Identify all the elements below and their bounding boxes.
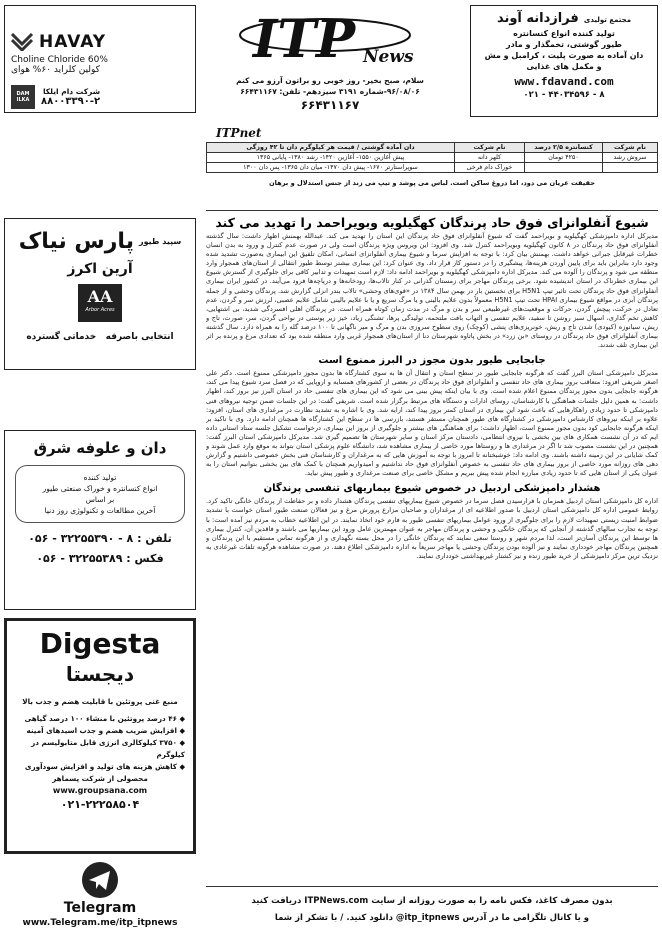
arbor-acres-logo (78, 284, 122, 322)
havay-phone: ۸۸۰۰۳۳۹۰-۲ (41, 96, 101, 107)
digesta-brand-fa: دیجستا (65, 662, 135, 686)
fdavand-website[interactable]: www.fdavand.com (514, 75, 614, 88)
digesta-bullet-text: ۴۶ درصد پروتئین با منشاء ۱۰۰ درصد گیاهی (24, 714, 177, 723)
article-title: جابجایی طیور بدون مجوز در البرز ممنوع است (318, 355, 546, 367)
article-body: مدیرکل دامپزشکی استان البرز گفت که هرگونه جابجایی طیور در سطح استان و انتقال آن ها به سوی کشتارگاه ها بدون مجوز دامپزشکی ممنوع است. دکتر علی اصغر شریفی افزود: متعاقب بروز بیماری های حاد تنفسی و آنفلوانزای فوق حاد پرندگان در بعضی از کشورهای همسایه و اروپایی که در فصل سرد شیوع پیدا می کند، هرگونه جابجایی بدون مجوز پرندگان ممنوع اعلام شده است. وی با بیان اینکه پیش بینی می شود که این بیماری های تنفسی حاد در استان البرز نیز بروز کند، اظهار داشت: به همین دلیل جلسات هماهنگی با کارشناسان، روسای ادارات و دستگاه های مرتبط برگزار شده است. شریفی گفت: در این جلسات ضمن توجیه نیروهای فنی دامپزشکی تا حدود زیادی راهکارهایی که باعث شود این بیماری در استان کمتر بروز پیدا کند، ارایه شد. وی با اشاره به تشدید نظارت در مرغداری های استان، افزود: علاوه بر اینکه نیروهای کارشناس دامپزشکی در کشتارگاه های طیور همچنان مستقر هستند، بازرسی ها در سطح این کشتارگاه ها همچنان ادامه دارد. وی با تاکید بر اینکه هرگونه جابجایی کود بدون مجوز ممنوع است، اظهار داشت: برای هماهنگی های بیشتر و جلوگیری از بروز این بیماری، درخواست تشکیل جلسه ستاد استانی داده ایم که در آن نشست همکاری های بین بخشی با نیروی انتظامی، دادستان مرکز استان و سایر شهرستان ها تصمیم گیری شد. مدیرکل دامپزشکی استان البرز گفت: همچنین در این نشست مصوب شد تا اگر در مرغداری ها و روستاها مورد خاصی از بیماری مشاهده شد، دانشگاه علوم پزشکی استان بتواند به موقع وارد عمل شوند و کمک شایانی در این زمینه داشته باشند. وی ادامه داد: خوشبختانه تا امروز با توجه به آموزش هایی که به مرغداران و کارشناسان فنی بخش خصوصی داشتیم و گزارش دهی های روزانه مورد خاصی از بروز بیماری های حاد تنفسی به خصوص آنفلوانزای فوق حاد نداشتیم و امیدواریم همچنان با کمک های بین بخشی بتوانیم استان را به عنوان یکی از استان هایی که تا حدود زیادی مبارزه انجام شده پیش ببریم و مشکل خاصی برای صنعت مرغداری و طیور پیش نیاید. (206, 369, 658, 478)
footer (206, 880, 658, 942)
pars-brand: پارس نیاک (18, 229, 134, 254)
price-col-header: نام شرکت (455, 143, 525, 153)
digesta-bullet-text: افزایش ضریب هضم و جذب اسیدهای آمینه (26, 726, 177, 735)
havay-product-fa: کولین کلراید ۶۰% هوای (11, 65, 100, 75)
digesta-brand-en: Digesta (39, 627, 161, 660)
sharq-body1: تولید کننده (83, 473, 117, 482)
article-body: مدیرکل اداره دامپزشکی کهگیلویه و بویراحمد گفت که شیوع آنفلوانزای فوق حاد پرندگان این استان را تهدید می کند. عبدالله بهمنش اظهار داشت: سال گذشته آنفلوانزای فوق حاد پرندگان در ۸ کانون کهگیلویه وبویراحمد کنترل شد. وی افزود: این ویروس ویژه پرندگان است ولی در صورت عدم کنترل و ورود به بدن انسان خطرات غیرقابل جبرانی خواهد داشت. بهمنش بیان کرد: با توجه به افزایش سرما و شیوع بیماری آنفلوانزای انسانی، امکان تلفیق این ابیماری به‌صورت تشدید شده وجود دارد بنابراین باید برای پایین آوردن هزینه‌ها، پیشگیری را در دستور کار قرار داد. وی عنوان کرد: این بیماری بیشتر توسط طیور انتقالی از استان‌های همجوار وارد منطقه می شود و پرندگان را آلوده می کند. مدیرکل اداره دامپزشکی کهگیلویه و بویراحمد ادامه داد: لازم است تمهیدات و تدابیر کافی برای جلوگیری از گسترش شیوع این بیماری خطرناک در استان اندیشیده شود. برخی پرندگان مهاجر برای زمستان گذرانی در کنار تالاب‌ها، رودخانه‌ها و دریاچه‌ها فرود می‌آیند. در کشور ایران بیماری آنفلوانزای فوق حاد پرندگان تحت تاثیر تیپ H5N1 برای نخستین بار در بهمن سال ۱۳۸۴ در «قوی‌های وحشی» تالاب بندر انزلی گزارش شد. پرندگان وحشی و از جمله پرندگان آبزی در مواقع شیوع بیماری HPAI تحت تیپ H5N1 معمولاً بدون علایم بالینی و یا مرگ سریع و یا با علایم بالینی شامل علایم عصبی، لرزش سر و گردن، عدم تعادل در حرکت، پیچش گردن، حرکات و موقعیت‌های غیرطبیعی سر و بدن و مرگ در مدت زمان کوتاه همراه است. در پرندگان اهلی افسردگی شدید، بی اشتهایی، کاهش تخم گذاری، اسهال سبز روشن تا سفید، علایم تنفسی و التهاب بافت ملتحمه، تولیدگی پرها، تشنگی زیاد، خیز زیر پوستی در نواحی گردن، سر، صورت، تاج و ریش، سیانوزه (کبودی) شدن تاج و ریش، خونریزی‌های پتشی (کوچک) روی سطوح سروزی بدن و مرگ و میر ناگهانی تا ۱۰۰ درصد گله را به همراه دارد. سال گذشته بیماری آنفلوانزای فوق حاد پرندگان در روستای «بن زرد» در بخش پاتاوه شهرستان دنا از استان‌های همجوار غربی وارد منطقه شده بود که تعدادی مرغ و پرنده بر اثر این بیماری تلف شدند. (206, 232, 658, 350)
price-cell (525, 163, 603, 173)
itp-logo (205, 5, 455, 75)
price-col-header: نام شرکت (603, 143, 658, 153)
ilka-badge-text: DAM ILKA (16, 91, 30, 103)
havay-logo-icon (11, 33, 33, 51)
arbor-logo-caption: Arbor Acres (85, 307, 115, 313)
sharq-ad (4, 430, 196, 610)
articles-column (206, 210, 658, 870)
havay-brand: HAVAY (39, 32, 107, 52)
article-body: اداره کل دامپزشکی استان اردبیل همزمان با فرارسیدن فصل سرما در خصوص شیوع بیماریهای تنفسی پرندگان هشدار داده و بر حفاظت از پرندگان خانگی تاکید کرد. روابط عمومی اداره کل دامپزشکی استان اردبیل با صدور اطلاعیه ای از مرغداران و صاحبان مزارع پرورش مرغ و نیز فعالان صنعت طیور استان خواست با تشدید ضوابط امنیت زیستی تمهیدات لازم را برای جلوگیری از ورود عوامل بیماریهای تنفسی طیور به فارم خود اتخاذ نمایند. در این اطلاعیه خطاب به مردم نیز آمده است: با توجه به تجارب سالهای گذشته از آنجایی که پرندگان خانگی و وحشی و پرندگان مهاجر به عنوان مهمترین عامل ورود این بیماریها می باشند و فاقدین آن، کنترل بیماری ها توسط این پرندگان آسان‌تر است، لذا مردم شهر و روستا سعی نمایند که پرندگان خانگی را در محل بسته نگهداری و از هرگونه تماس مستقیم با این پرندگان و همچنین پرندگان مهاجر خودداری نمایند و نیز آلوده بودن پرندگان وحشی یا مهاجر سریعاً به اداره دامپزشکی اطلاع دهند. در صورت مشاهده هرگونه تلفات غیرعادی به نزدیک ترین مرکز دامپزشکی از خرید طیور زنده و نیز کشتار غیربهداشتی خودداری نمایند. (206, 497, 658, 560)
article-title: هشدار دامپزشکی اردبیل در خصوص شیوع بیماریهای تنفسی پرندگان (263, 483, 601, 495)
masthead-issue: ۹۶/۰۸/۰۶-شماره ۳۱۹۱ سیزدهم- تلفن: ۶۶۴۳۱۱۶۷ (240, 87, 420, 96)
logo-word: News (363, 47, 414, 67)
pars-sub: آرین اکرز (67, 261, 133, 277)
fdavand-line5: و مکمل های غذایی (526, 62, 602, 71)
pars-brand-prefix: سپید طیور (139, 237, 182, 246)
price-cell: سوپراستارتر ۱۶۷۰- پیش دان ۱۴۷۰- میان دان ۱۳۶۵- پس دان ۱۳۰۰ (207, 163, 455, 173)
price-cell: سروش رشد (603, 153, 658, 163)
logo-letters: ITP (253, 9, 356, 70)
fdavand-label: مجتمع تولیدی (583, 16, 632, 24)
price-col-header: دان آماده گوشتی / قیمت هر کیلوگرم دان تا ۴۲ روزگی (207, 143, 455, 153)
fdavand-line4: دان آماده به صورت پلیت ، کرامبل و مش (484, 51, 644, 60)
price-cell: پیش آغازین ۱۵۵۰- آغازین ۱۴۲۰- رشد ۱۳۸۰- پایانی ۱۳۶۵ (207, 153, 455, 163)
digesta-tagline: منبع غنی پروتئین با قابلیت هضم و جذب بالا (22, 697, 178, 706)
masthead-tagline: سلام، صبح بخیر- روز خوبی رو براتون آرزو می کنم (236, 76, 424, 85)
table-row (207, 163, 658, 173)
fdavand-line2: تولید کننده انواع کنسانتره (513, 29, 615, 38)
sharq-body4: آخرین مطالعات و تکنولوژی روز دنیا (44, 506, 156, 515)
price-col-header: کنسانتره ۲/۵ درصد (525, 143, 603, 153)
havay-company: شرکت دام ایلکا (42, 87, 101, 96)
fdavand-name: فرازدانه آوند (496, 11, 579, 26)
digesta-bullets (13, 713, 187, 773)
price-cell: ۴۲۵۰ تومان (525, 153, 603, 163)
price-cell (603, 163, 658, 173)
table-row (207, 153, 658, 163)
digesta-maker: محصولی از شرکت پسماهر (52, 774, 148, 783)
digesta-phone: ۰۲۱-۲۲۲۵۸۵۰۴ (60, 798, 140, 811)
telegram-label: Telegram (63, 900, 137, 916)
footer-line1: بدون مصرف کاغذ، فکس نامه را به صورت روزانه از سایت ITPNews.com دریافت کنید (251, 896, 613, 906)
havay-product-en: Choline Chloride 60% (11, 55, 108, 65)
digesta-bullet: ◆ ۴۶ درصد پروتئین با منشاء ۱۰۰ درصد گیاهی (24, 714, 185, 723)
digesta-website[interactable]: www.groupsana.com (52, 786, 148, 795)
masthead-phone: ۶۶۴۳۱۱۶۷ (300, 98, 360, 112)
digesta-bullet-text: کاهش هزینه های تولید و افزایش سودآوری (24, 762, 177, 771)
fdavand-line3: طیور گوشتی، تخمگذار و مادر (506, 40, 622, 49)
price-table (206, 142, 658, 173)
sharq-phone-label: تلفن : (137, 532, 172, 545)
article-title: شیوع آنفلوانزای فوق حاد پرندگان کهگیلویه وبویراحمد را تهدید می کند (215, 215, 649, 230)
pars-slogan: انتخابی باصرفه خدماتی گسترده (26, 332, 174, 342)
telegram-block (4, 860, 196, 942)
quote: حقیقت عریان می دود، اما دروغ ساکن است. لباس می پوشد و تیپ می زند از جنس استدلال و برهان (269, 179, 595, 187)
sharq-phone: ۸ - ۳۲۲۵۵۳۹۰ - ۰۵۶ (28, 532, 134, 545)
telegram-url[interactable]: www.Telegram.me/itp_itpnews (22, 918, 178, 928)
fdavand-ad (470, 5, 658, 117)
digesta-bullet-text: ۳۷۵۰ کیلوکالری انرژی قابل متابولیسم در کیلوگرم (31, 738, 185, 759)
ilka-badge (11, 85, 35, 109)
arbor-logo-text: AA (87, 287, 113, 306)
masthead (205, 5, 455, 117)
sharq-fax-label: فکس : (126, 552, 164, 565)
price-table-header (207, 143, 658, 153)
digesta-bullet: ◆ کاهش هزینه های تولید و افزایش سودآوری (24, 762, 185, 771)
price-cell: کلهر دانه (455, 153, 525, 163)
havay-ad (4, 5, 196, 113)
digesta-bullet: ◆ ۳۷۵۰ کیلوکالری انرژی قابل متابولیسم در کیلوگرم (31, 738, 185, 759)
fdavand-phone: ۸ - ۴۴۰۳۴۵۹۶ - ۰۲۱ (523, 90, 605, 100)
footer-line2: و یا کانال تلگرامی ما در آدرس itp_itpnews@ دانلود کنید. / با تشکر از شما (274, 913, 590, 923)
sharq-fax: ۳۲۲۵۵۳۸۹ - ۰۵۶ (36, 552, 123, 565)
pars-niak-ad (4, 218, 196, 370)
sharq-title: دان و علوفه شرق (33, 439, 167, 457)
digesta-ad (4, 618, 196, 854)
sharq-body3: بر اساس (85, 495, 115, 504)
digesta-bullet: ◆ افزایش ضریب هضم و جذب اسیدهای آمینه (26, 726, 185, 735)
sharq-body2: انواع کنسانتره و خوراک صنعتی طیور (42, 484, 158, 493)
telegram-icon[interactable] (80, 860, 120, 900)
price-section (206, 122, 658, 204)
itpnet-logo: ITPnet (216, 126, 262, 140)
price-cell: خوراک دام فرخی (455, 163, 525, 173)
